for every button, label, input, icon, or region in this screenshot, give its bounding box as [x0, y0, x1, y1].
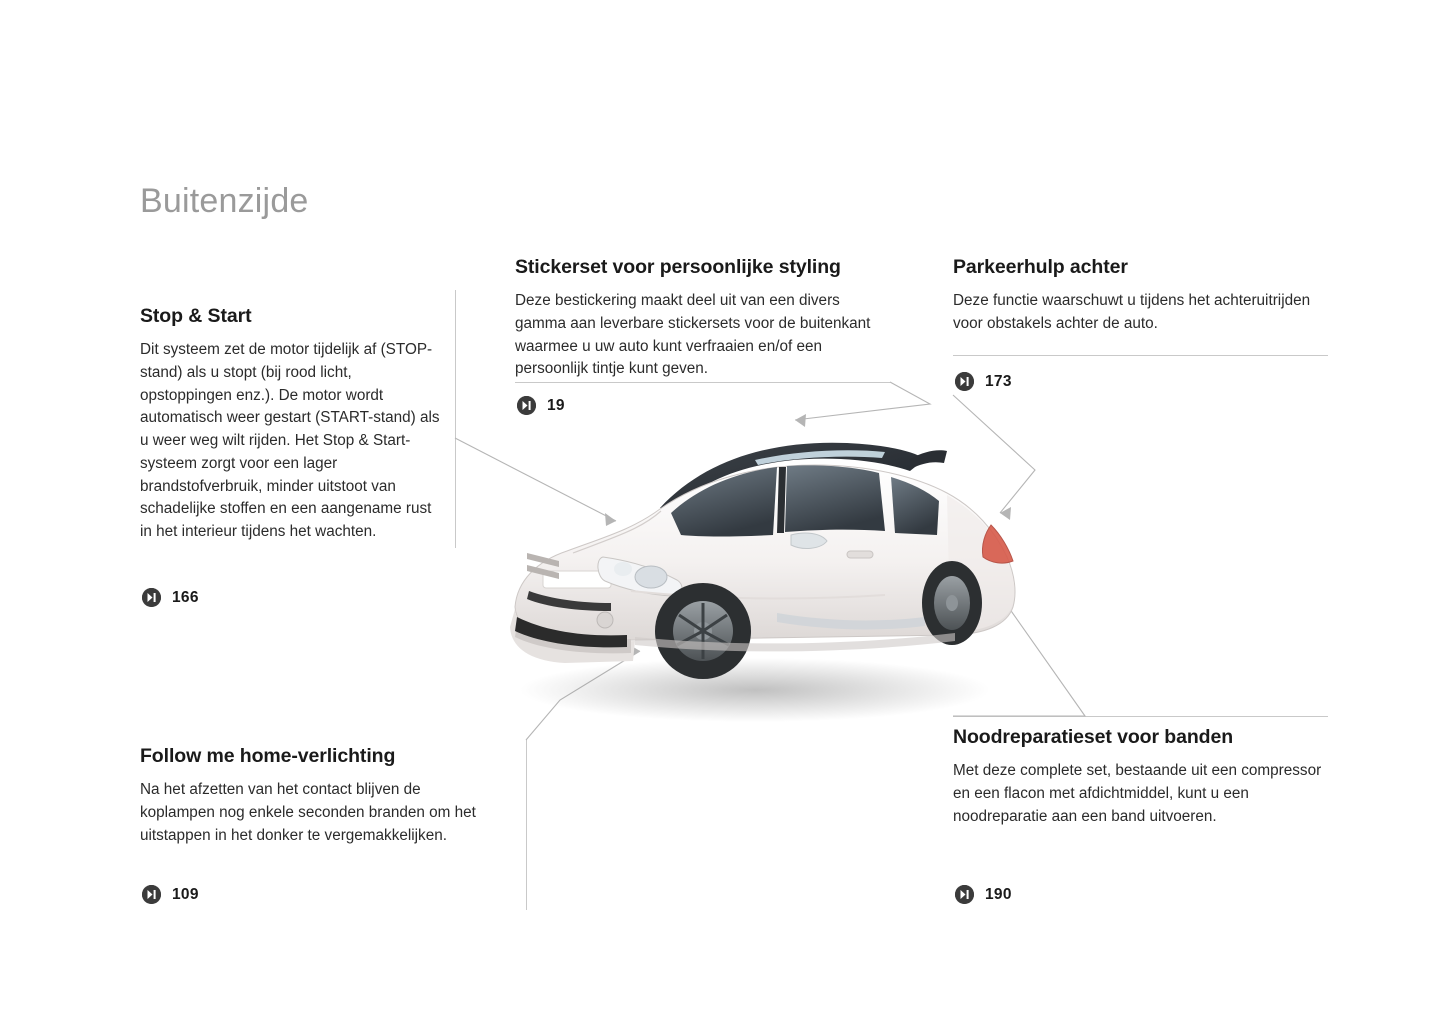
- divider-parkeerhulp-underline: [953, 355, 1328, 356]
- page-link-icon: [955, 885, 974, 904]
- page-ref-number: 173: [985, 372, 1012, 390]
- page-ref-parkeerhulp-achter[interactable]: [955, 372, 1012, 391]
- section-heading: Parkeerhulp achter: [953, 256, 1128, 278]
- section-heading: Follow me home-verlichting: [140, 745, 396, 767]
- page-ref-number: 166: [172, 588, 199, 606]
- section-heading: Stickerset voor persoonlijke styling: [515, 256, 841, 278]
- section-parkeerhulp-achter: [953, 256, 1331, 336]
- page-ref-noodreparatieset[interactable]: [955, 885, 1012, 904]
- section-body: Deze bestickering maakt deel uit van een divers gamma aan leverbare stickersets voor de buitenkant waarmee u uw auto kunt verfraaien en/of een persoonlijk tintje kunt geven.: [515, 292, 871, 378]
- page-ref-stop-start[interactable]: [142, 588, 199, 607]
- car-illustration: [455, 385, 1055, 745]
- page-ref-number: 19: [547, 396, 565, 414]
- section-follow-me-home: [140, 745, 485, 847]
- section-stop-start: [140, 305, 445, 544]
- divider-stickerset-underline: [515, 382, 890, 383]
- section-heading: Noodreparatieset voor banden: [953, 726, 1234, 748]
- page-link-icon: [517, 396, 536, 415]
- page-ref-stickerset[interactable]: [517, 396, 565, 415]
- section-stickerset: [515, 256, 893, 381]
- page-ref-number: 190: [985, 885, 1012, 903]
- section-body: Na het afzetten van het contact blijven de koplampen nog enkele seconden branden om het uitstappen in het donker te vergemakkelijken.: [140, 781, 476, 844]
- section-noodreparatieset: [953, 726, 1331, 828]
- section-body: Met deze complete set, bestaande uit een compressor en een flacon met afdichtmiddel, kunt u een noodreparatie aan een band uitvoeren.: [953, 762, 1322, 825]
- section-heading: Stop & Start: [140, 305, 252, 327]
- section-body: Deze functie waarschuwt u tijdens het achteruitrijden voor obstakels achter de auto.: [953, 292, 1311, 332]
- page-ref-number: 109: [172, 885, 199, 903]
- page-ref-follow-me-home[interactable]: [142, 885, 199, 904]
- page-link-icon: [955, 372, 974, 391]
- page-link-icon: [142, 588, 161, 607]
- page-link-icon: [142, 885, 161, 904]
- section-body: Dit systeem zet de motor tijdelijk af (STOP-stand) als u stopt (bij rood licht, opstoppingen enz.). De motor wordt automatisch weer gestart (START-stand) als u weer weg wilt rijden. Het Stop & Start-systeem zorgt voor een lager brandstofverbruik, minder uitstoot van schadelijke stoffen en een aangename rust in het interieur tijdens het wachten.: [140, 341, 440, 541]
- page-title: Buitenzijde: [140, 182, 309, 220]
- divider-left-vertical-lower: [526, 740, 527, 910]
